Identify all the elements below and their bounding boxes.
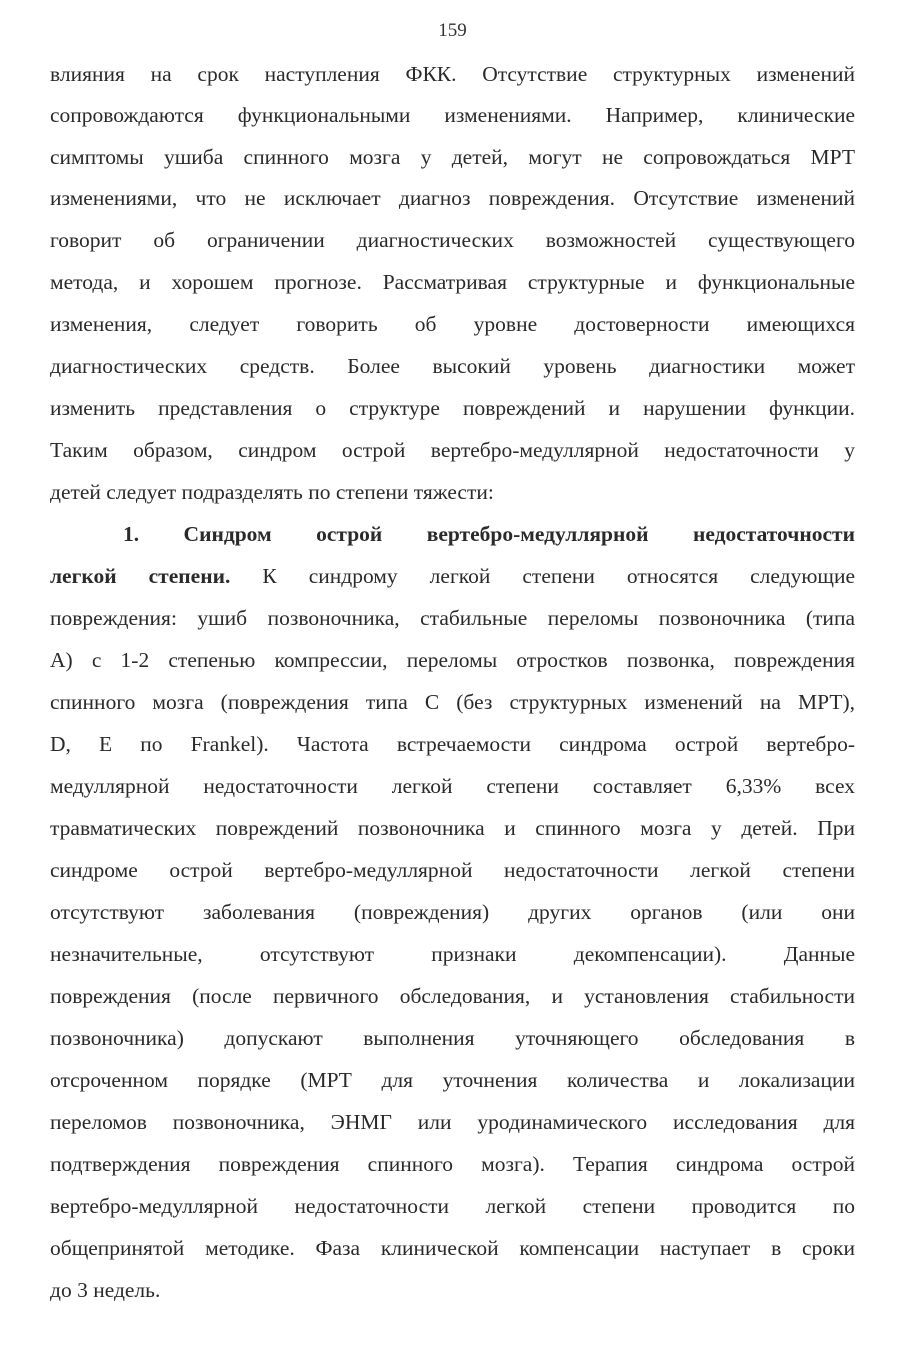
text-line: повреждения (после первичного обследования, и установления стабильности [50, 984, 855, 1008]
text-line: медуллярной недостаточности легкой степени составляет 6,33% всех [50, 774, 855, 798]
text-line: незначительные, отсутствуют признаки декомпенсации). Данные [50, 942, 855, 966]
text-line: повреждения: ушиб позвоночника, стабильные переломы позвоночника (типа [50, 606, 855, 630]
text-line: травматических повреждений позвоночника и спинного мозга у детей. При [50, 816, 855, 840]
text-line: синдроме острой вертебро-медуллярной недостаточности легкой степени [50, 858, 855, 882]
text-line: А) с 1-2 степенью компрессии, переломы отростков позвонка, повреждения [50, 648, 855, 672]
text-line: метода, и хорошем прогнозе. Рассматривая структурные и функциональные [50, 270, 855, 294]
text-line: вертебро-медуллярной недостаточности легкой степени проводится по [50, 1194, 855, 1218]
text-line: диагностических средств. Более высокий уровень диагностики может [50, 354, 855, 378]
text-line: общепринятой методике. Фаза клинической компенсации наступает в сроки [50, 1236, 855, 1260]
text-line: влияния на срок наступления ФКК. Отсутствие структурных изменений [50, 62, 855, 86]
text-line: детей следует подразделять по степени тяжести: [50, 480, 494, 504]
text-line [50, 562, 855, 590]
text-line: спинного мозга (повреждения типа С (без структурных изменений на МРТ), [50, 690, 855, 714]
text-line: изменить представления о структуре повреждений и нарушении функции. [50, 396, 855, 420]
section-heading: 1. Синдром острой вертебро-медуллярной недостаточности [123, 522, 855, 546]
text-line: изменениями, что не исключает диагноз повреждения. Отсутствие изменений [50, 186, 855, 210]
text-line: отсутствуют заболевания (повреждения) других органов (или они [50, 900, 855, 924]
text-line: до 3 недель. [50, 1278, 161, 1302]
text-run: К синдрому легкой степени относятся следующие [230, 564, 855, 588]
text-line: переломов позвоночника, ЭНМГ или уродинамического исследования для [50, 1110, 855, 1134]
section-heading-continuation: легкой степени. [50, 564, 231, 588]
text-line: позвоночника) допускают выполнения уточняющего обследования в [50, 1026, 855, 1050]
text-line: Таким образом, синдром острой вертебро-медуллярной недостаточности у [50, 438, 855, 462]
page-number: 159 [438, 20, 467, 41]
text-line: симптомы ушиба спинного мозга у детей, могут не сопровождаться МРТ [50, 145, 855, 169]
text-line: изменения, следует говорить об уровне достоверности имеющихся [50, 312, 855, 336]
text-line: отсроченном порядке (МРТ для уточнения количества и локализации [50, 1068, 855, 1092]
text-line: D, Е по Frankel). Частота встречаемости синдрома острой вертебро- [50, 732, 855, 756]
text-line: подтверждения повреждения спинного мозга). Терапия синдрома острой [50, 1152, 855, 1176]
text-line: говорит об ограничении диагностических возможностей существующего [50, 228, 855, 252]
text-line: сопровождаются функциональными изменениями. Например, клинические [50, 103, 855, 127]
